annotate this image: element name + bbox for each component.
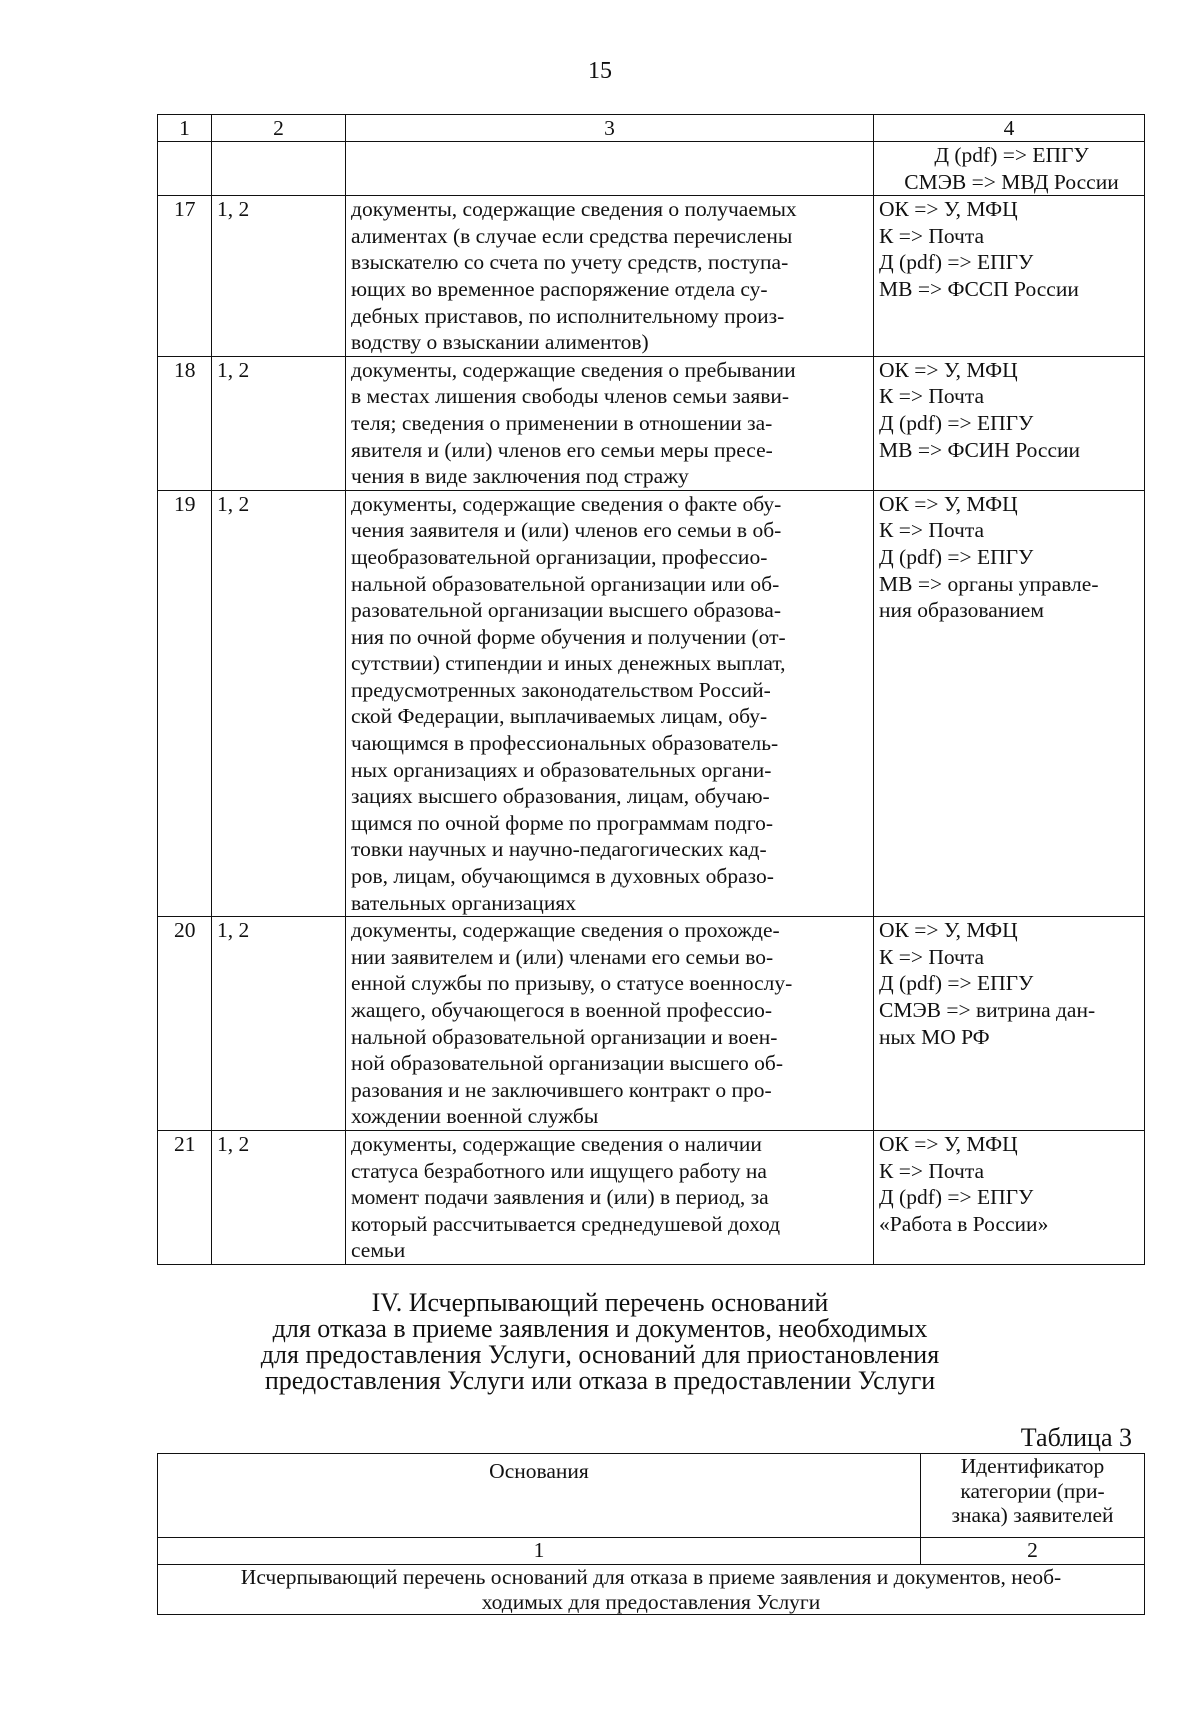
where-line: К => Почта [879, 384, 985, 409]
header-line: знака) заявителей [951, 1503, 1114, 1527]
category-id-header [921, 1454, 1145, 1538]
row-number: 17 [158, 196, 212, 357]
section-line: ходимых для предоставления Услуги [481, 1589, 821, 1614]
description-line: вательных организациях [351, 890, 576, 915]
row-number: 21 [158, 1130, 212, 1264]
where-line: К => Почта [879, 944, 985, 969]
document-description [346, 490, 874, 917]
description-line: ров, лицам, обучающимся в духовных образо- [351, 864, 774, 889]
description-line: взыскателю со счета по учету средств, поступа- [351, 250, 789, 275]
column-number-2: 2 [212, 115, 346, 142]
column-number-1: 1 [158, 115, 212, 142]
submission-channels [874, 1130, 1145, 1264]
header-line: Идентификатор [960, 1454, 1105, 1478]
where-line: ОК => У, МФЦ [879, 197, 1018, 222]
description-line: ния по очной форме обучения и получении (от- [351, 624, 786, 649]
description-line: алиментах (в случае если средства перечислены [351, 223, 793, 248]
table-header-row [158, 1454, 1145, 1538]
row-number: 20 [158, 917, 212, 1131]
applicant-classes: 1, 2 [212, 1130, 346, 1264]
continuation-row [158, 142, 1145, 196]
description-line: предусмотренных законодательством Россий- [351, 677, 771, 702]
description-line: явителя и (или) членов его семьи меры пресе- [351, 437, 773, 462]
section-line: Исчерпывающий перечень оснований для отказа в приеме заявления и документов, необ- [240, 1565, 1062, 1589]
description-line: документы, содержащие сведения о наличии [351, 1131, 762, 1156]
description-line: енной службы по призыву, о статусе военнослу- [351, 971, 793, 996]
description-line: момент подачи заявления и (или) в период, за [351, 1185, 769, 1210]
section-heading [0, 1290, 1200, 1394]
table-header-row [158, 115, 1145, 142]
applicant-classes: 1, 2 [212, 196, 346, 357]
empty-cell [346, 142, 874, 196]
where-line: Д (pdf) => ЕПГУ [879, 544, 1034, 569]
heading-line: IV. Исчерпывающий перечень оснований [371, 1288, 829, 1317]
document-description [346, 356, 874, 490]
documents-table [157, 114, 1145, 1265]
description-line: чающимся в профессиональных образователь- [351, 731, 779, 756]
description-line: дебных приставов, по исполнительному произ- [351, 303, 785, 328]
where-line: СМЭВ => МВД России [904, 169, 1119, 194]
column-number-1: 1 [158, 1538, 921, 1565]
column-numbers-row [158, 1538, 1145, 1565]
where-line: ОК => У, МФЦ [879, 357, 1018, 382]
heading-line: предоставления Услуги или отказа в предоставлении Услуги [264, 1366, 936, 1395]
document-description [346, 1130, 874, 1264]
header-line: категории (при- [960, 1478, 1105, 1503]
description-line: чения в виде заключения под стражу [351, 464, 689, 489]
description-line: разования и не заключившего контракт о про- [351, 1077, 772, 1102]
grounds-table [157, 1453, 1145, 1615]
applicant-classes: 1, 2 [212, 490, 346, 917]
description-line: семьи [351, 1238, 406, 1263]
description-line: жащего, обучающегося в военной профессио- [351, 998, 773, 1022]
where-line: МВ => ФССП России [879, 276, 1079, 301]
applicant-classes: 1, 2 [212, 356, 346, 490]
applicant-classes: 1, 2 [212, 917, 346, 1131]
description-line: щеобразовательной организации, профессио- [351, 544, 768, 569]
continuation-where-cell [874, 142, 1145, 196]
section-row [158, 1565, 1145, 1615]
grounds-header: Основания [158, 1454, 921, 1538]
column-number-2: 2 [921, 1538, 1145, 1565]
where-line: ОК => У, МФЦ [879, 491, 1018, 516]
description-line: теля; сведения о применении в отношении за- [351, 410, 773, 435]
description-line: нальной образовательной организации или об- [351, 571, 780, 596]
description-line: ющих во временное распоряжение отдела су- [351, 276, 768, 301]
row-number: 19 [158, 490, 212, 917]
where-line: Д (pdf) => ЕПГУ [934, 143, 1089, 167]
section-row-text [158, 1565, 1145, 1615]
description-line: нии заявителем и (или) членами его семьи во- [351, 944, 774, 969]
description-line: статуса безработного или ищущего работу на [351, 1158, 767, 1183]
table-row [158, 1130, 1145, 1264]
description-line: разовательной организации высшего образова- [351, 598, 781, 623]
where-line: Д (pdf) => ЕПГУ [879, 410, 1034, 435]
heading-line: для предоставления Услуги, оснований для приостановления [260, 1340, 940, 1369]
where-line: МВ => органы управле- [879, 571, 1099, 596]
empty-cell [158, 142, 212, 196]
description-line: документы, содержащие сведения о получаемых [351, 197, 797, 222]
description-line: документы, содержащие сведения о факте обу- [351, 491, 782, 516]
where-line: ния образованием [879, 598, 1044, 623]
description-line: ской Федерации, выплачиваемых лицам, обу- [351, 704, 768, 729]
table-row [158, 490, 1145, 917]
where-line: «Работа в России» [879, 1211, 1049, 1236]
where-line: МВ => ФСИН России [879, 437, 1081, 462]
table-row [158, 356, 1145, 490]
row-number: 18 [158, 356, 212, 490]
submission-channels [874, 196, 1145, 357]
where-line: ОК => У, МФЦ [879, 1131, 1018, 1156]
description-line: в местах лишения свободы членов семьи заяви- [351, 384, 790, 409]
column-number-3: 3 [346, 115, 874, 142]
description-line: водству о взыскании алиментов) [351, 330, 649, 355]
where-line: Д (pdf) => ЕПГУ [879, 1185, 1034, 1210]
submission-channels [874, 490, 1145, 917]
page-number: 15 [588, 58, 612, 84]
where-line: Д (pdf) => ЕПГУ [879, 971, 1034, 996]
where-line: Д (pdf) => ЕПГУ [879, 250, 1034, 275]
table-3-label: Таблица 3 [1020, 1423, 1132, 1452]
submission-channels [874, 356, 1145, 490]
table-row [158, 917, 1145, 1131]
heading-line: для отказа в приеме заявления и документов, необходимых [272, 1314, 928, 1343]
table-row [158, 196, 1145, 357]
description-line: документы, содержащие сведения о прохожде- [351, 918, 780, 943]
where-line: ОК => У, МФЦ [879, 918, 1018, 943]
document-description [346, 196, 874, 357]
description-line: который рассчитывается среднедушевой доход [351, 1211, 781, 1236]
description-line: ных организациях и образовательных органи- [351, 757, 772, 782]
document-description [346, 917, 874, 1131]
description-line: щимся по очной форме по программам подго- [351, 810, 773, 835]
where-line: К => Почта [879, 1158, 985, 1183]
description-line: документы, содержащие сведения о пребывании [351, 357, 796, 382]
description-line: хождении военной службы [351, 1104, 599, 1129]
column-number-4: 4 [874, 115, 1145, 142]
description-line: зациях высшего образования, лицам, обучаю- [351, 784, 770, 809]
submission-channels [874, 917, 1145, 1131]
where-line: К => Почта [879, 518, 985, 543]
where-line: К => Почта [879, 223, 985, 248]
where-line: ных МО РФ [879, 1024, 990, 1049]
where-line: СМЭВ => витрина дан- [879, 998, 1096, 1022]
description-line: нальной образовательной организации и воен- [351, 1024, 778, 1049]
description-line: товки научных и научно-педагогических кад- [351, 837, 767, 862]
description-line: ной образовательной организации высшего об- [351, 1051, 783, 1076]
description-line: сутствии) стипендии и иных денежных выплат, [351, 651, 786, 676]
empty-cell [212, 142, 346, 196]
description-line: чения заявителя и (или) членов его семьи в об- [351, 518, 782, 543]
